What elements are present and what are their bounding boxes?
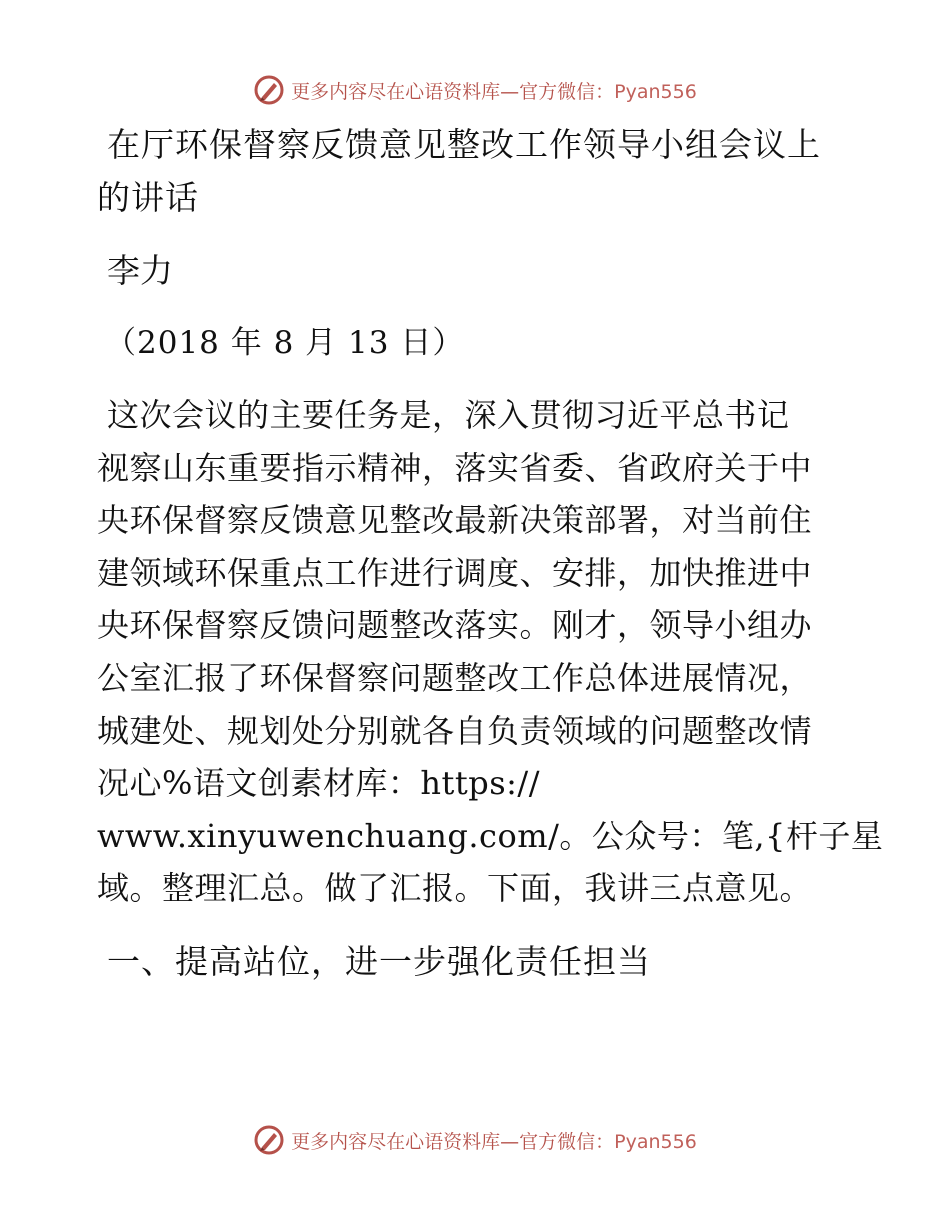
speech-date: （2018 年 8 月 13 日） bbox=[105, 325, 465, 361]
paragraph-line: 央环保督察反馈意见整改最新决策部署，对当前住 bbox=[97, 501, 813, 540]
paragraph-line: www.xinyuwenchuang.com/。公众号：笔,{杆子星 bbox=[97, 816, 884, 855]
watermark-footer bbox=[0, 1120, 950, 1160]
paragraph-line: 域。整理汇总。做了汇报。下面，我讲三点意见。 bbox=[97, 869, 813, 908]
paragraph-line: 央环保督察反馈问题整改落实。刚才，领导小组办 bbox=[97, 606, 813, 645]
watermark-text: 更多内容尽在心语资料库—官方微信：Pyan556 bbox=[291, 80, 697, 103]
paragraph-line: 这次会议的主要任务是，深入贯彻习近平总书记 bbox=[107, 396, 790, 434]
document-title bbox=[97, 118, 857, 224]
document-page bbox=[97, 118, 884, 988]
watermark-text: 更多内容尽在心语资料库—官方微信：Pyan556 bbox=[291, 1130, 697, 1153]
body-paragraph bbox=[97, 389, 884, 915]
pen-logo-icon bbox=[253, 74, 285, 106]
watermark-header bbox=[0, 70, 950, 110]
paragraph-line: 公室汇报了环保督察问题整改工作总体进展情况， bbox=[97, 658, 813, 697]
author-name: 李力 bbox=[107, 251, 173, 290]
pen-logo-icon bbox=[253, 1124, 285, 1156]
paragraph-line: 城建处、规划处分别就各自负责领域的问题整改情 bbox=[97, 711, 813, 750]
title-line-1: 在厅环保督察反馈意见整改工作领导小组会议上 bbox=[107, 125, 821, 164]
section-heading: 一、提高站位，进一步强化责任担当 bbox=[107, 941, 651, 981]
paragraph-line: 建领域环保重点工作进行调度、安排，加快推进中 bbox=[97, 553, 813, 592]
paragraph-line: 况心%语文创素材库：https:// bbox=[97, 764, 540, 803]
title-line-2: 的讲话 bbox=[97, 178, 199, 217]
paragraph-line: 视察山东重要指示精神，落实省委、省政府关于中 bbox=[97, 448, 813, 487]
